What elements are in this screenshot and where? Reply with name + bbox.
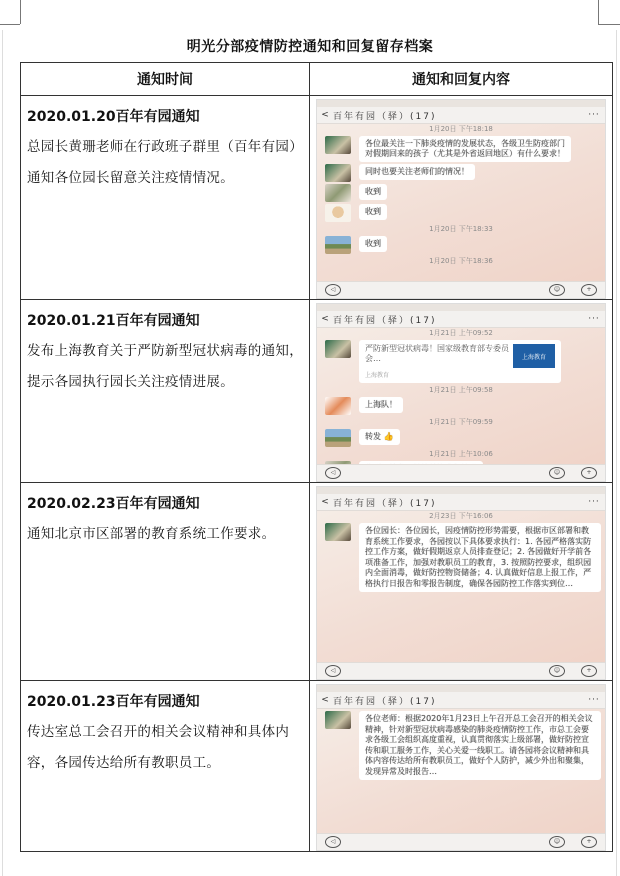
header-notice-content: 通知和回复内容 — [310, 63, 613, 96]
chat-timestamp: 2月23日 下午16:06 — [429, 512, 493, 520]
notice-cell — [21, 483, 310, 681]
more-dots-icon: ··· — [588, 110, 600, 120]
avatar — [325, 164, 351, 182]
message-bubble: 收到 — [359, 184, 387, 200]
avatar — [325, 236, 351, 254]
chat-input-toolbar — [317, 281, 605, 298]
chat-header — [317, 692, 605, 709]
chat-message — [325, 204, 605, 222]
crop-mark-top-left-h — [0, 24, 20, 25]
chat-timestamp: 1月20日 下午18:18 — [429, 125, 493, 133]
table-row — [21, 96, 613, 300]
message-bubble: 各位老师：根据2020年1月23日上午召开总工会召开的相关会议精神，针对新型冠状病毒感染的肺炎疫情防控工作，市总工会要求各级工会组织高度重视，认真贯彻落实上级部署，做好防控宣传和职工服务工作，关心关爱一线职工。请各园将会议精神和具体内容传达给所有教职员工，做好个人防护，减少外出和聚集，发现异常及时报告… — [359, 711, 601, 780]
chat-screenshot — [316, 99, 606, 299]
avatar — [325, 523, 351, 541]
chat-timestamp: 1月21日 上午10:06 — [429, 450, 493, 458]
avatar — [325, 340, 351, 358]
table-row — [21, 483, 613, 681]
phone-status-bar — [317, 100, 605, 107]
table-body — [21, 96, 613, 852]
chat-timestamp: 1月20日 下午18:36 — [429, 257, 493, 265]
message-bubble: 同时也要关注老师们的情况！ — [359, 164, 475, 180]
chat-input-toolbar — [317, 662, 605, 679]
crop-mark-top-right — [598, 0, 599, 24]
chat-message — [325, 523, 605, 592]
chat-timestamp: 1月21日 下午09:59 — [429, 418, 493, 426]
chat-message — [325, 397, 605, 415]
emoji-icon: ☺ — [549, 467, 565, 479]
chat-message — [325, 429, 605, 447]
back-arrow-icon: < — [321, 497, 329, 507]
chat-message — [325, 340, 605, 383]
chat-timestamp: 1月20日 下午18:33 — [429, 225, 493, 233]
avatar — [325, 711, 351, 729]
plus-icon: + — [581, 284, 597, 296]
plus-icon: + — [581, 836, 597, 848]
document-title: 明光分部疫情防控通知和回复留存档案 — [186, 39, 434, 55]
message-bubble: 收到 — [359, 236, 387, 252]
content-cell — [310, 681, 613, 852]
header-notice-time: 通知时间 — [21, 63, 310, 96]
phone-status-bar — [317, 487, 605, 494]
link-card-title: 严防新型冠状病毒！国家级教育部专委员会… — [365, 344, 509, 363]
emoji-icon: ☺ — [549, 836, 565, 848]
message-bubble: 各位园长：各位园长，因疫情防控形势需要，根据市区部署和教育系统工作要求，各园按以下具体要求执行：1. 各园严格落实防控工作方案，做好假期返京人员排查登记；2. 各园做好开学前各项准备工作，加强对教职员工的教育，3. 按照防控要求，组织园内全面消毒，做好防控物资储备；4. 认真做好信息上报工作，严格执行日报告和零报告制度，确保各园防控工作落实到位… — [359, 523, 601, 592]
phone-status-bar — [317, 304, 605, 311]
chat-input-toolbar — [317, 833, 605, 850]
chat-message — [325, 711, 605, 780]
chat-message — [325, 236, 605, 254]
more-dots-icon: ··· — [588, 695, 600, 705]
back-arrow-icon: < — [321, 110, 329, 120]
notice-description: 总园长黄珊老师在行政班子群里（百年有园）通知各位园长留意关注疫情情况。 — [27, 139, 303, 186]
emoji-icon: ☺ — [549, 284, 565, 296]
chat-header — [317, 311, 605, 328]
chat-group-name: 百年有园（驿）(17) — [333, 111, 437, 122]
chat-message — [325, 184, 605, 202]
notice-date: 2020.02.23百年有园通知 — [27, 496, 200, 512]
chat-screenshot — [316, 303, 606, 482]
table-row — [21, 681, 613, 852]
back-arrow-icon: < — [321, 314, 329, 324]
chat-group-name: 百年有园（驿）(17) — [333, 696, 437, 707]
chat-group-name: 百年有园（驿）(17) — [333, 498, 437, 509]
voice-icon: ◁ — [325, 836, 341, 848]
message-bubble: 上海队！ — [359, 397, 403, 413]
avatar — [325, 184, 351, 202]
plus-icon: + — [581, 467, 597, 479]
page-edge-left — [2, 30, 3, 876]
link-card — [359, 340, 561, 383]
message-bubble: 各位最关注一下肺炎疫情的发展状态，各级卫生防疫部门对假期回来的孩子（尤其是外省返回地区）有什么要求！ — [359, 136, 571, 162]
link-card-thumbnail: 上海教育 — [513, 344, 555, 368]
more-dots-icon: ··· — [588, 314, 600, 324]
avatar — [325, 429, 351, 447]
link-card-source: 上海教育 — [365, 372, 390, 379]
chat-message — [325, 136, 605, 162]
plus-icon: + — [581, 665, 597, 677]
notice-description: 传达室总工会召开的相关会议精神和具体内容，各园传达给所有教职员工。 — [27, 724, 290, 771]
notice-description: 通知北京市区部署的教育系统工作要求。 — [27, 526, 276, 542]
chat-input-toolbar — [317, 464, 605, 481]
page-edge-right — [616, 30, 617, 876]
chat-message — [325, 164, 605, 182]
table-row — [21, 300, 613, 483]
crop-mark-top-right-h — [598, 24, 620, 25]
phone-status-bar — [317, 685, 605, 692]
crop-mark-top-left — [20, 0, 21, 24]
notice-date: 2020.01.21百年有园通知 — [27, 313, 200, 329]
notice-date: 2020.01.23百年有园通知 — [27, 694, 200, 710]
chat-header — [317, 107, 605, 124]
content-cell — [310, 300, 613, 483]
archive-table — [20, 62, 613, 852]
notice-date: 2020.01.20百年有园通知 — [27, 109, 200, 125]
voice-icon: ◁ — [325, 284, 341, 296]
chat-group-name: 百年有园（驿）(17) — [333, 315, 437, 326]
avatar — [325, 204, 351, 222]
chat-timestamp: 1月21日 上午09:52 — [429, 329, 493, 337]
chat-header — [317, 494, 605, 511]
table-header-row — [21, 63, 613, 96]
notice-description: 发布上海教育关于严防新型冠状病毒的通知，提示各园执行园长关注疫情进展。 — [27, 343, 303, 390]
avatar — [325, 136, 351, 154]
content-cell — [310, 96, 613, 300]
chat-timestamp: 1月21日 上午09:58 — [429, 386, 493, 394]
chat-screenshot — [316, 684, 606, 851]
voice-icon: ◁ — [325, 467, 341, 479]
more-dots-icon: ··· — [588, 497, 600, 507]
message-bubble: 转发 👍 — [359, 429, 400, 445]
voice-icon: ◁ — [325, 665, 341, 677]
notice-cell — [21, 300, 310, 483]
emoji-icon: ☺ — [549, 665, 565, 677]
content-cell — [310, 483, 613, 681]
avatar — [325, 397, 351, 415]
message-bubble: 收到 — [359, 204, 387, 220]
chat-screenshot — [316, 486, 606, 680]
back-arrow-icon: < — [321, 695, 329, 705]
notice-cell — [21, 681, 310, 852]
notice-cell — [21, 96, 310, 300]
